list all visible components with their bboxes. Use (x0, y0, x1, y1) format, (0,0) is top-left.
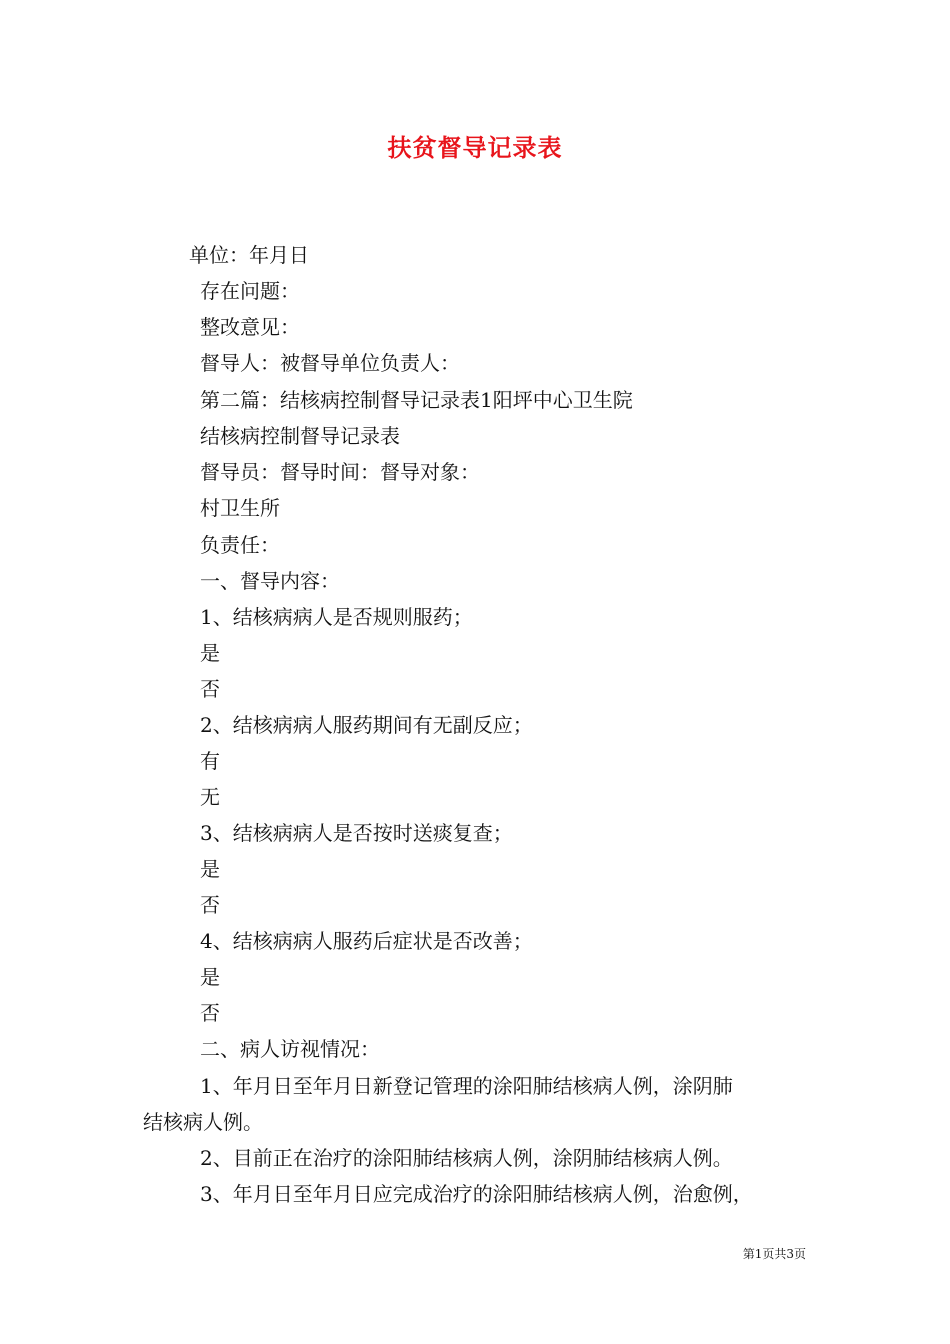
supervision-info-line: 督导员：督导时间：督导对象： (200, 460, 480, 484)
section-two-heading: 二、病人访视情况： (200, 1037, 380, 1061)
visit-item-1-continued: 结核病人例。 (143, 1110, 263, 1134)
visit-item-3: 3、年月日至年月日应完成治疗的涂阳肺结核病人例，治愈例， (200, 1182, 753, 1206)
document-title: 扶贫督导记录表 (387, 133, 563, 162)
item-4-question: 4、结核病病人服药后症状是否改善； (200, 929, 533, 953)
item-3-option-yes: 是 (200, 857, 220, 881)
item-2-question: 2、结核病病人服药期间有无副反应； (200, 713, 533, 737)
page-number-footer: 第1页共3页 (742, 1247, 806, 1261)
item-1-question: 1、结核病病人是否规则服药； (200, 605, 473, 629)
responsible-line: 负责任： (200, 533, 280, 557)
item-3-question: 3、结核病病人是否按时送痰复查； (200, 821, 513, 845)
visit-item-1: 1、年月日至年月日新登记管理的涂阳肺结核病人例，涂阴肺 (200, 1074, 733, 1098)
village-clinic-line: 村卫生所 (200, 496, 280, 520)
supervisor-line: 督导人：被督导单位负责人： (200, 351, 460, 375)
tb-record-title: 结核病控制督导记录表 (200, 424, 400, 448)
item-4-option-no: 否 (200, 1001, 220, 1025)
item-2-option-yes: 有 (200, 749, 220, 773)
item-2-option-no: 无 (200, 785, 220, 809)
item-1-option-no: 否 (200, 677, 220, 701)
item-1-option-yes: 是 (200, 641, 220, 665)
section-one-heading: 一、督导内容： (200, 569, 340, 593)
second-part-heading: 第二篇：结核病控制督导记录表1阳坪中心卫生院 (200, 388, 633, 412)
item-3-option-no: 否 (200, 893, 220, 917)
unit-date-line: 单位：年月日 (189, 243, 309, 267)
rectification-line: 整改意见： (200, 315, 300, 339)
item-4-option-yes: 是 (200, 965, 220, 989)
existing-issues-line: 存在问题： (200, 279, 300, 303)
visit-item-2: 2、目前正在治疗的涂阳肺结核病人例，涂阴肺结核病人例。 (200, 1146, 733, 1170)
